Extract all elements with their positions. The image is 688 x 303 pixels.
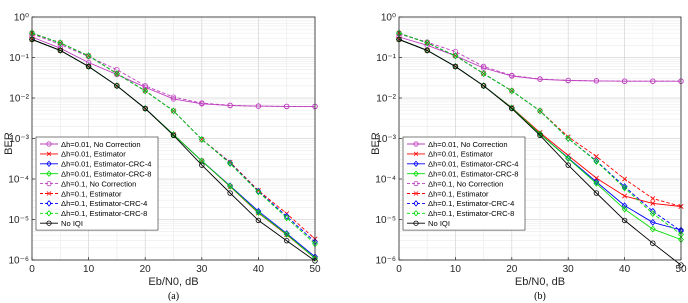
y-tick-label: 10⁻⁵ (8, 215, 29, 226)
x-tick-label: 0 (396, 264, 402, 275)
y-tick-label: 10⁻⁴ (8, 174, 29, 186)
y-tick-label: 10⁰ (13, 12, 29, 24)
chart-panel-a (3, 13, 321, 303)
y-tick-label: 10⁻¹ (9, 53, 29, 64)
y-tick-label: 10⁰ (380, 12, 396, 24)
y-tick-label: 10⁻⁶ (8, 255, 29, 267)
y-tick-label: 10⁻³ (376, 134, 396, 145)
legend-label: Δh=0.1, Estimator-CRC-4 (61, 199, 148, 209)
legend-label: Δh=0.01, Estimator-CRC-4 (428, 159, 519, 169)
x-tick-label: 10 (449, 264, 461, 275)
legend (403, 137, 525, 230)
x-axis-label: Eb/N0, dB (514, 276, 566, 288)
y-tick-label: 10⁻² (9, 93, 29, 105)
legend-label: No IQI (428, 219, 450, 228)
legend-label: Δh=0.1, Estimator-CRC-8 (428, 209, 515, 219)
x-tick-label: 10 (83, 264, 95, 275)
y-tick-label: 10⁻⁵ (375, 215, 396, 226)
x-tick-label: 40 (619, 264, 631, 275)
y-tick-label: 10⁻¹ (376, 53, 396, 64)
y-tick-label: 10⁻⁶ (375, 255, 396, 267)
x-tick-label: 30 (562, 264, 574, 275)
x-tick-label: 20 (139, 264, 151, 275)
panel-caption: (a) (167, 291, 180, 302)
panel-caption: (b) (534, 291, 546, 302)
y-tick-label: 10⁻² (376, 93, 396, 105)
x-tick-label: 0 (29, 264, 35, 275)
x-tick-label: 40 (252, 264, 264, 275)
y-tick-label: 10⁻⁴ (375, 174, 396, 186)
x-tick-label: 50 (309, 264, 321, 275)
x-tick-label: 30 (196, 264, 208, 275)
y-tick-label: 10⁻³ (9, 134, 29, 145)
y-axis-label: BER (370, 132, 382, 155)
legend-label: Δh=0.01, Estimator (61, 149, 126, 159)
legend-label: Δh=0.1, Estimator (61, 189, 122, 199)
legend-label: Δh=0.1, Estimator-CRC-4 (428, 199, 515, 209)
chart-panel-b (370, 13, 687, 303)
y-axis-label: BER (3, 132, 15, 155)
x-tick-label: 20 (506, 264, 518, 275)
legend-label: Δh=0.01, Estimator (428, 149, 493, 159)
x-axis-label: Eb/N0, dB (148, 276, 199, 288)
legend (36, 137, 158, 230)
legend-label: Δh=0.1, Estimator-CRC-8 (61, 209, 148, 219)
legend-label: Δh=0.1, Estimator (428, 189, 489, 199)
legend-label: Δh=0.01, Estimator-CRC-8 (61, 169, 152, 179)
legend-label: Δh=0.01, No Correction (428, 139, 508, 149)
legend-label: Δh=0.01, No Correction (61, 139, 141, 149)
legend-label: Δh=0.1, No Correction (61, 179, 137, 189)
x-tick-label: 50 (675, 264, 687, 275)
legend-label: Δh=0.01, Estimator-CRC-8 (428, 169, 519, 179)
legend-label: Δh=0.01, Estimator-CRC-4 (61, 159, 152, 169)
legend-label: No IQI (61, 219, 83, 228)
legend-label: Δh=0.1, No Correction (428, 179, 504, 189)
